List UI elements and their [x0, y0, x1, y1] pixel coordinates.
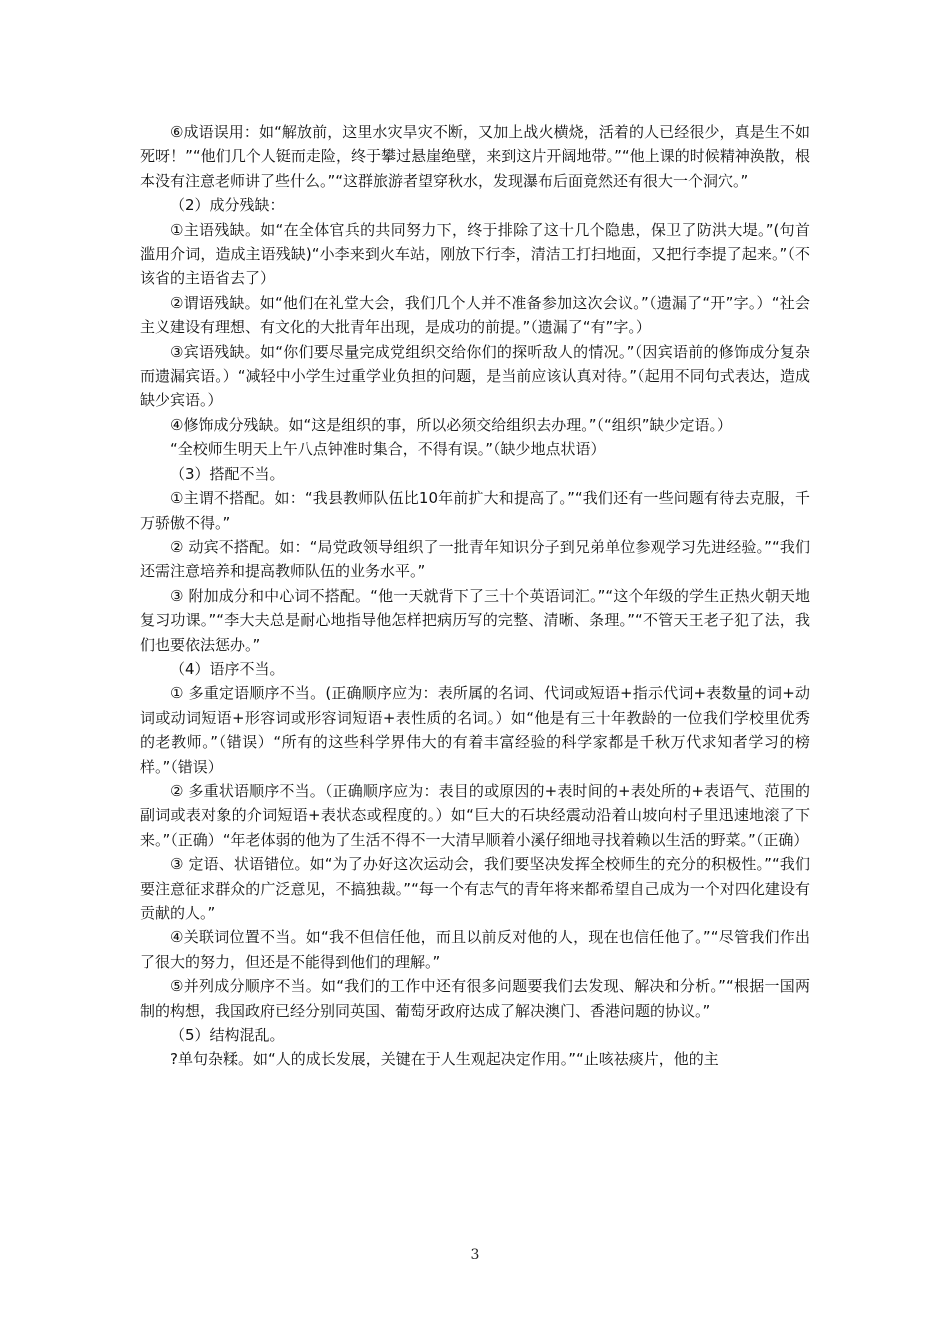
paragraph-missing-subject: ①主语残缺。如“在全体官兵的共同努力下，终于排除了这十几个隐患，保卫了防洪大堤。”(句首滥用介词，造成主语残缺)“小李来到火车站，刚放下行李，清洁工打扫地面，又把行李提了起来。”（不该省的主语省去了）: [140, 220, 810, 288]
heading-missing-components: （2）成分残缺：: [170, 196, 285, 215]
paragraph-modifier-head-mismatch: ③ 附加成分和中心词不搭配。“他一天就背下了三十个英语词汇。”“这个年级的学生正热火朝天地复习功课。”“李大夫总是耐心地指导他怎样把病历写的完整、清晰、条理。”“不管天王老子犯了法，我们也要依法惩办。”: [140, 586, 810, 654]
paragraph-conjunction-position: ④关联词位置不当。如“我不但信任他，而且以前反对他的人，现在也信任他了。”“尽管我们作出了很大的努力，但还是不能得到他们的理解。”: [140, 928, 810, 971]
paragraph-missing-modifier: ④修饰成分残缺。如“这是组织的事，所以必须交给组织去办理。”（“组织”缺少定语。）: [170, 415, 733, 434]
page-number: 3: [470, 1247, 480, 1263]
heading-mismatch: （3）搭配不当。: [170, 464, 285, 483]
paragraph-subject-predicate-mismatch: ①主谓不搭配。如：“我县教师队伍比10年前扩大和提高了。”“我们还有一些问题有待去克服，千万骄傲不得。”: [140, 489, 810, 532]
paragraph-missing-predicate: ②谓语残缺。如“他们在礼堂大会，我们几个人并不准备参加这次会议。”（遗漏了“开”字。）“社会主义建设有理想、有文化的大批青年出现，是成功的前提。”（遗漏了“有”字。）: [140, 293, 810, 337]
paragraph-sentence-mixing: ?单句杂糅。如“人的成长发展，关键在于人生观起决定作用。”“止咳祛痰片，他的主: [170, 1050, 719, 1069]
paragraph-adverbial-order: ② 多重状语顺序不当。（正确顺序应为：表目的或原因的+表时间的+表处所的+表语气、范围的副词或表对象的介词短语+表状态或程度的。）如“巨大的石块经震动沿着山坡向村子里迅速地滚了下来。”（正确）“年老体弱的他为了生活不得不一大清早顺着小溪仔细地寻找着赖以生活的野菜。”（正确）: [140, 781, 810, 849]
heading-word-order: （4）语序不当。: [170, 659, 285, 678]
paragraph-attributive-adverbial-swap: ③ 定语、状语错位。如“为了办好这次运动会，我们要坚决发挥全校师生的充分的积极性。”“我们要注意征求群众的广泛意见，不搞独裁。”“每一个有志气的青年将来都希望自己成为一个对四化建设有贡献的人。”: [140, 855, 810, 922]
paragraph-parallel-order: ⑤并列成分顺序不当。如“我们的工作中还有很多问题要我们去发现、解决和分析。”“根据一国两制的构想，我国政府已经分别同英国、葡萄牙政府达成了解决澳门、香港问题的协议。”: [140, 977, 810, 1020]
paragraph-missing-object: ③宾语残缺。如“你们要尽量完成党组织交给你们的探听敌人的情况。”（因宾语前的修饰成分复杂而遗漏宾语。）“减轻中小学生过重学业负担的问题，是当前应该认真对待。”（起用不同句式表达，造成缺少宾语。）: [140, 342, 810, 410]
paragraph-attributive-order: ① 多重定语顺序不当。(正确顺序应为：表所属的名词、代词或短语+指示代词+表数量的词+动词或动词短语+形容词或形容词短语+表性质的名词。）如“他是有三十年教龄的一位我们学校里优秀的老教师。”（错误）“所有的这些科学界伟大的有着丰富经验的科学家都是千秋万代求知者学习的榜样。”（错误）: [140, 684, 810, 776]
paragraph-missing-adverbial: “全校师生明天上午八点钟准时集合，不得有误。”（缺少地点状语）: [170, 440, 606, 459]
heading-structure-confusion: （5）结构混乱。: [170, 1026, 285, 1045]
paragraph-idiom-misuse: ⑥成语误用：如“解放前，这里水灾旱灾不断，又加上战火横烧，活着的人已经很少，真是生不如死呀！”“他们几个人铤而走险，终于攀过悬崖绝壁，来到这片开阔地带。”“他上课的时候精神涣散，根本没有注意老师讲了些什么。”“这群旅游者望穿秋水，发现瀑布后面竟然还有很大一个洞穴。”: [140, 123, 810, 190]
document-body: [140, 120, 810, 1072]
paragraph-verb-object-mismatch: ② 动宾不搭配。如：“局党政领导组织了一批青年知识分子到兄弟单位参观学习先进经验。”“我们还需注意培养和提高教师队伍的业务水平。”: [140, 537, 810, 581]
